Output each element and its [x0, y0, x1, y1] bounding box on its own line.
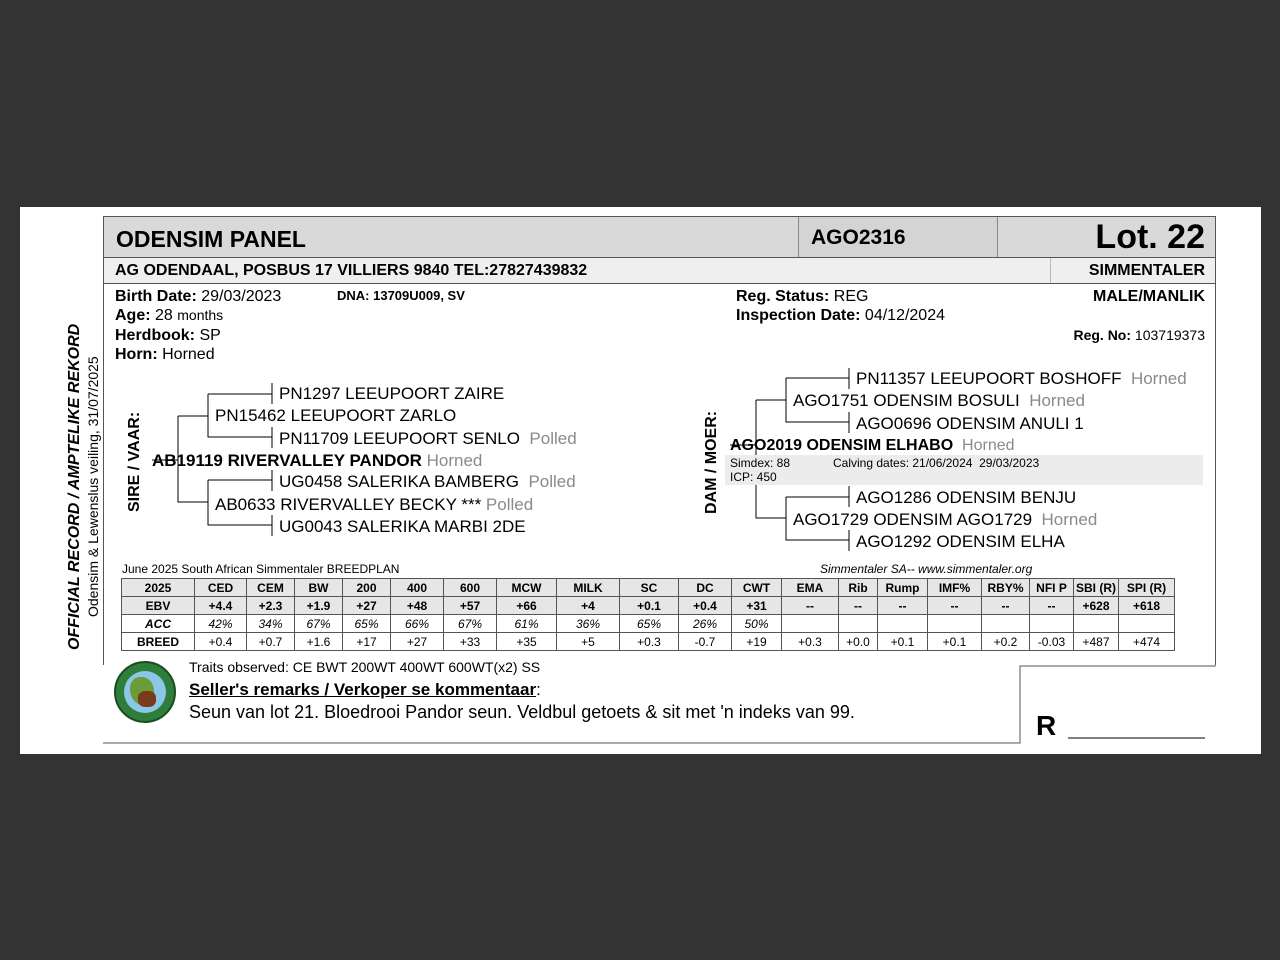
- sire-dam: [215, 495, 533, 515]
- r-input-line[interactable]: [1068, 720, 1205, 738]
- header-cell-ced: CED: [195, 579, 247, 597]
- horn-label: Horn:: [115, 346, 158, 363]
- acc-cell-rump: [878, 615, 928, 633]
- age-unit: months: [177, 307, 224, 323]
- header-bar: [103, 216, 1216, 258]
- dam-sire-horn: Horned: [1029, 391, 1085, 410]
- ebv-cell-sbi-r-: +628: [1074, 597, 1119, 615]
- breed-cell-2025: BREED: [122, 633, 195, 651]
- acc-cell-bw: 67%: [295, 615, 343, 633]
- dam-dam-dam: AGO1292 ODENSIM ELHA: [856, 532, 1065, 551]
- acc-cell-200: 65%: [343, 615, 391, 633]
- reg-status: [736, 288, 868, 306]
- sire-sire: PN15462 LEEUPOORT ZARLO: [215, 406, 457, 425]
- sire-sire-dam-name: PN11709 LEEUPOORT SENLO: [279, 429, 520, 448]
- ebv-table: [121, 578, 1175, 651]
- header-cell-bw: BW: [295, 579, 343, 597]
- ebv-cell-rby-: --: [982, 597, 1030, 615]
- breed-cell-milk: +5: [557, 633, 620, 651]
- ebv-cell-sc: +0.1: [620, 597, 679, 615]
- ebv-cell-600: +57: [444, 597, 497, 615]
- header-cell-spi-r-: SPI (R): [1119, 579, 1175, 597]
- reg-no-value: 103719373: [1134, 327, 1205, 343]
- acc-cell-spi-r-: [1119, 615, 1175, 633]
- ebv-breed-row: [122, 633, 1175, 651]
- simdex: Simdex: 88: [730, 456, 791, 470]
- sire-dam-horn: Polled: [485, 495, 534, 514]
- owner-bar: [103, 258, 1216, 284]
- dam-sire-name: AGO1751 ODENSIM BOSULI: [793, 391, 1020, 410]
- acc-cell-nfi-p: [1030, 615, 1074, 633]
- header-cell-sbi-r-: SBI (R): [1074, 579, 1119, 597]
- breed-cell-cem: +0.7: [247, 633, 295, 651]
- dam-dam-horn: Horned: [1041, 510, 1098, 529]
- breed-label: SIMMENTALER: [1088, 262, 1205, 279]
- sex: MALE/MANLIK: [1093, 288, 1205, 305]
- sire-dam-sire-name: UG0458 SALERIKA BAMBERG: [279, 472, 519, 491]
- age-value: 28: [155, 307, 173, 324]
- ebv-cell-cem: +2.3: [247, 597, 295, 615]
- owner-address: AG ODENDAAL, POSBUS 17 VILLIERS 9840 TEL:27827439832: [115, 262, 588, 279]
- header-cell-200: 200: [343, 579, 391, 597]
- ebv-cell-ced: +4.4: [195, 597, 247, 615]
- sire-dam-name: AB0633 RIVERVALLEY BECKY ***: [215, 495, 482, 514]
- header-cell-cem: CEM: [247, 579, 295, 597]
- breed-cell-spi-r-: +474: [1119, 633, 1175, 651]
- dna: DNA: 13709U009, SV: [337, 288, 465, 303]
- dam-name: AGO2019 ODENSIM ELHABO: [730, 437, 954, 454]
- breedplan-title: June 2025 South African Simmentaler BREEDPLAN: [122, 562, 400, 576]
- header-cell-cwt: CWT: [732, 579, 782, 597]
- remarks-title: Seller's remarks / Verkoper se kommentaar: [189, 680, 537, 699]
- reg-code-cell: [798, 217, 998, 257]
- breed-cell-200: +17: [343, 633, 391, 651]
- dam-sire-sire: [856, 369, 1187, 389]
- horn: [115, 346, 215, 364]
- acc-cell-imf-: [928, 615, 982, 633]
- sire: [152, 451, 482, 471]
- dam-dam-name: AGO1729 ODENSIM AGO1729: [793, 510, 1033, 529]
- horn-value: Horned: [162, 346, 215, 363]
- acc-cell-2025: ACC: [122, 615, 195, 633]
- header-cell-600: 600: [444, 579, 497, 597]
- reg-no: [1073, 327, 1205, 343]
- ebv-cell-nfi-p: --: [1030, 597, 1074, 615]
- breedplan-source: Simmentaler SA-- www.simmentaler.org: [820, 562, 1033, 576]
- inspection-date: [736, 307, 945, 325]
- birth-value: 29/03/2023: [201, 288, 282, 305]
- breed-cell-rump: +0.1: [878, 633, 928, 651]
- sire-name: AB19119 RIVERVALLEY PANDOR: [152, 451, 422, 470]
- ebv-values-row: [122, 597, 1175, 615]
- ebv-cell-400: +48: [391, 597, 444, 615]
- acc-cell-rby-: [982, 615, 1030, 633]
- acc-cell-milk: 36%: [557, 615, 620, 633]
- header-cell-400: 400: [391, 579, 444, 597]
- icp: ICP: 450: [730, 470, 777, 484]
- dam-sire-dam: AGO0696 ODENSIM ANULI 1: [856, 414, 1084, 433]
- ebv-cell-spi-r-: +618: [1119, 597, 1175, 615]
- acc-cell-sc: 65%: [620, 615, 679, 633]
- ebv-cell-rib: --: [839, 597, 878, 615]
- herdbook: [115, 327, 221, 345]
- r-label: R: [1036, 710, 1057, 741]
- header-cell-rib: Rib: [839, 579, 878, 597]
- breed-cell-rib: +0.0: [839, 633, 878, 651]
- header-cell-dc: DC: [679, 579, 732, 597]
- simmentaler-logo: [114, 661, 176, 723]
- dam-sire-sire-name: PN11357 LEEUPOORT BOSHOFF: [856, 369, 1122, 388]
- sire-horn: Horned: [426, 451, 483, 470]
- sire-dam-dam: UG0043 SALERIKA MARBI 2DE: [279, 517, 526, 536]
- breed-cell-bw: +1.6: [295, 633, 343, 651]
- herdbook-label: Herdbook:: [115, 327, 195, 344]
- ebv-cell-cwt: +31: [732, 597, 782, 615]
- acc-cell-cwt: 50%: [732, 615, 782, 633]
- reg-code: AGO2316: [811, 226, 906, 249]
- sire-sire-dam-horn: Polled: [529, 429, 577, 448]
- ebv-cell-milk: +4: [557, 597, 620, 615]
- sire-sire-sire: PN1297 LEEUPOORT ZAIRE: [279, 384, 505, 403]
- dam-dam: [793, 510, 1097, 530]
- lot-number: Lot. 22: [1095, 218, 1205, 256]
- sire-dam-sire-horn: Polled: [528, 472, 576, 491]
- sire-sire-dam: [279, 429, 577, 449]
- acc-cell-rib: [839, 615, 878, 633]
- ebv-cell-2025: EBV: [122, 597, 195, 615]
- calving-dates: Calving dates: 21/06/2024 29/03/2023: [833, 456, 1040, 470]
- breed-cell-sbi-r-: +487: [1074, 633, 1119, 651]
- breed-cell-nfi-p: -0.03: [1030, 633, 1074, 651]
- acc-cell-dc: 26%: [679, 615, 732, 633]
- acc-cell-mcw: 61%: [497, 615, 557, 633]
- ebv-cell-dc: +0.4: [679, 597, 732, 615]
- remarks-colon: :: [536, 680, 541, 699]
- breed-cell-600: +33: [444, 633, 497, 651]
- age-label: Age:: [115, 307, 151, 324]
- header-cell-rby-: RBY%: [982, 579, 1030, 597]
- breed-cell-ema: +0.3: [782, 633, 839, 651]
- header-cell-rump: Rump: [878, 579, 928, 597]
- acc-cell-ema: [782, 615, 839, 633]
- sale-label: Odensim & Lewenslus veiling, 31/07/2025: [85, 356, 101, 617]
- ebv-cell-mcw: +66: [497, 597, 557, 615]
- ebv-cell-ema: --: [782, 597, 839, 615]
- breed-cell-rby-: +0.2: [982, 633, 1030, 651]
- reg-status-value: REG: [833, 288, 869, 305]
- header-cell-imf-: IMF%: [928, 579, 982, 597]
- birth-date: [115, 288, 281, 306]
- header-cell-2025: 2025: [122, 579, 195, 597]
- header-cell-mcw: MCW: [497, 579, 557, 597]
- header-cell-ema: EMA: [782, 579, 839, 597]
- dam-sire: [793, 391, 1085, 411]
- acc-cell-600: 67%: [444, 615, 497, 633]
- ebv-cell-rump: --: [878, 597, 928, 615]
- ebv-cell-bw: +1.9: [295, 597, 343, 615]
- sire-label: SIRE / VAAR:: [126, 411, 143, 512]
- dam: [730, 437, 1015, 455]
- acc-cell-400: 66%: [391, 615, 444, 633]
- remarks-text: Seun van lot 21. Bloedrooi Pandor seun. Veldbul getoets & sit met 'n indeks van 99.: [189, 702, 855, 722]
- acc-cell-cem: 34%: [247, 615, 295, 633]
- dam-horn: Horned: [962, 437, 1015, 454]
- header-cell-sc: SC: [620, 579, 679, 597]
- ebv-acc-row: [122, 615, 1175, 633]
- ebv-cell-200: +27: [343, 597, 391, 615]
- breed-cell-imf-: +0.1: [928, 633, 982, 651]
- reg-no-label: Reg. No:: [1073, 327, 1132, 343]
- age: [115, 307, 223, 325]
- ebv-cell-imf-: --: [928, 597, 982, 615]
- breed-cell-sc: +0.3: [620, 633, 679, 651]
- traits-observed: Traits observed: CE BWT 200WT 400WT 600WT(x2) SS: [189, 659, 541, 675]
- reg-status-label: Reg. Status:: [736, 288, 830, 305]
- dam-dam-sire: AGO1286 ODENSIM BENJU: [856, 488, 1077, 507]
- logo-cow: [138, 691, 156, 707]
- acc-cell-ced: 42%: [195, 615, 247, 633]
- divider: [1050, 258, 1051, 283]
- inspection-label: Inspection Date:: [736, 307, 861, 324]
- breed-cell-dc: -0.7: [679, 633, 732, 651]
- remarks-heading: [189, 680, 541, 700]
- animal-name: ODENSIM PANEL: [116, 226, 306, 252]
- official-record-label: OFFICIAL RECORD / AMPTELIKE REKORD: [66, 323, 83, 650]
- dam-label: DAM / MOER:: [703, 410, 720, 514]
- breed-cell-ced: +0.4: [195, 633, 247, 651]
- acc-cell-sbi-r-: [1074, 615, 1119, 633]
- breed-cell-cwt: +19: [732, 633, 782, 651]
- birth-label: Birth Date:: [115, 288, 197, 305]
- header-cell-milk: MILK: [557, 579, 620, 597]
- breed-cell-400: +27: [391, 633, 444, 651]
- inspection-value: 04/12/2024: [864, 307, 945, 324]
- ebv-header-row: [122, 579, 1175, 597]
- sire-dam-sire: [279, 472, 576, 492]
- breed-cell-mcw: +35: [497, 633, 557, 651]
- herdbook-value: SP: [199, 327, 221, 344]
- dam-sire-sire-horn: Horned: [1130, 369, 1187, 388]
- header-cell-nfi-p: NFI P: [1030, 579, 1074, 597]
